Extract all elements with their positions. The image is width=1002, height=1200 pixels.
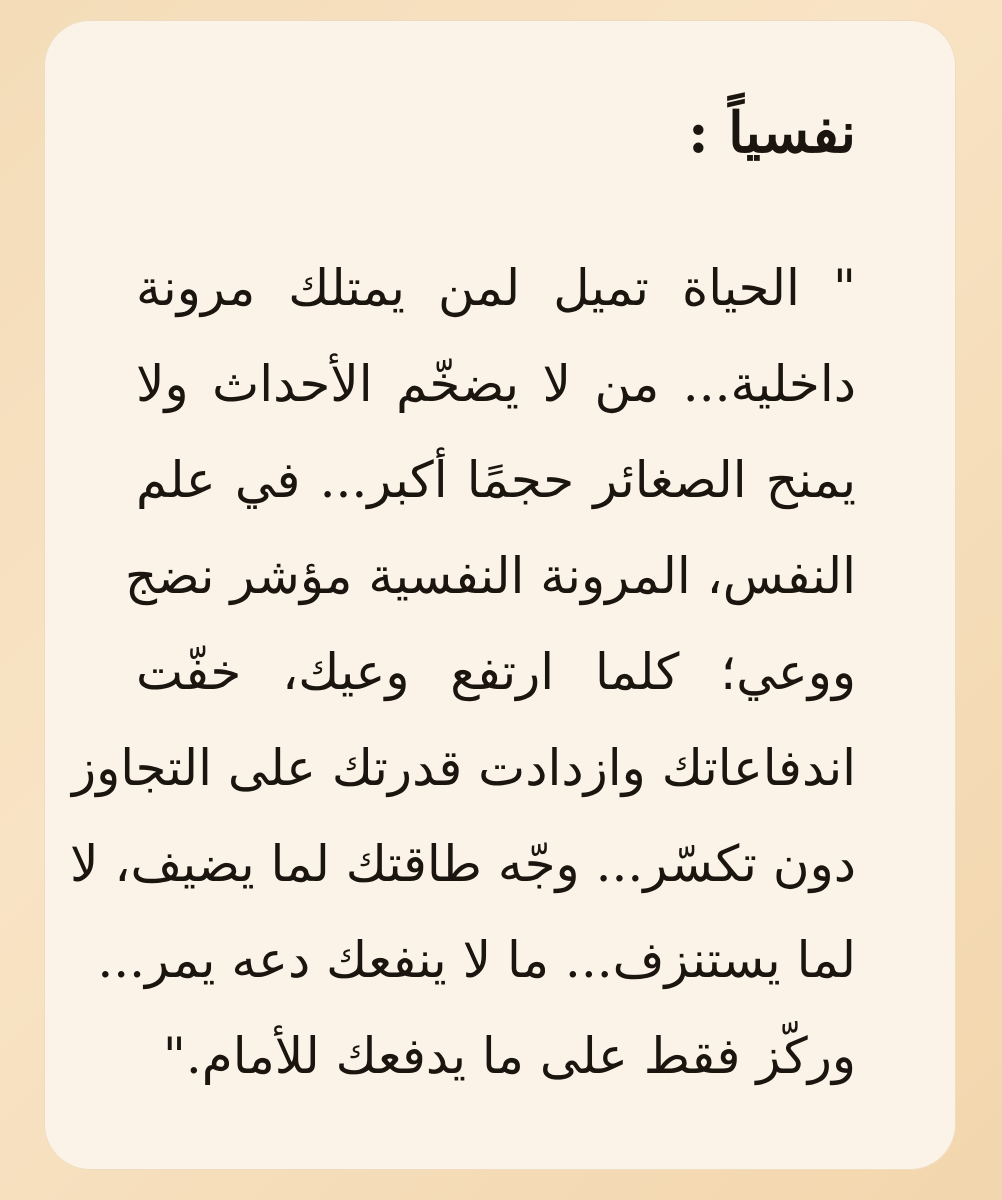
quote-line: اندفاعاتك وازدادت قدرتك على التجاوز — [72, 739, 856, 797]
quote-line: ووعي؛ كلما ارتفع وعيك، خفّت — [136, 643, 856, 701]
quote-line: النفس، المرونة النفسية مؤشر نضج — [124, 547, 856, 605]
quote-card — [44, 20, 956, 1170]
quote-line: وركّز فقط على ما يدفعك للأمام." — [162, 1027, 856, 1085]
quote-line: لما يستنزف... ما لا ينفعك دعه يمر... — [97, 931, 856, 989]
quote-line: " الحياة تميل لمن يمتلك مرونة — [136, 259, 856, 317]
quote-line: يمنح الصغائر حجمًا أكبر... في علم — [136, 451, 856, 509]
quote-body — [69, 240, 856, 1104]
quote-line: داخلية... من لا يضخّم الأحداث ولا — [136, 355, 856, 413]
quote-line: دون تكسّر... وجّه طاقتك لما يضيف، لا — [69, 835, 856, 893]
page-title: نفسياً : — [688, 100, 856, 166]
